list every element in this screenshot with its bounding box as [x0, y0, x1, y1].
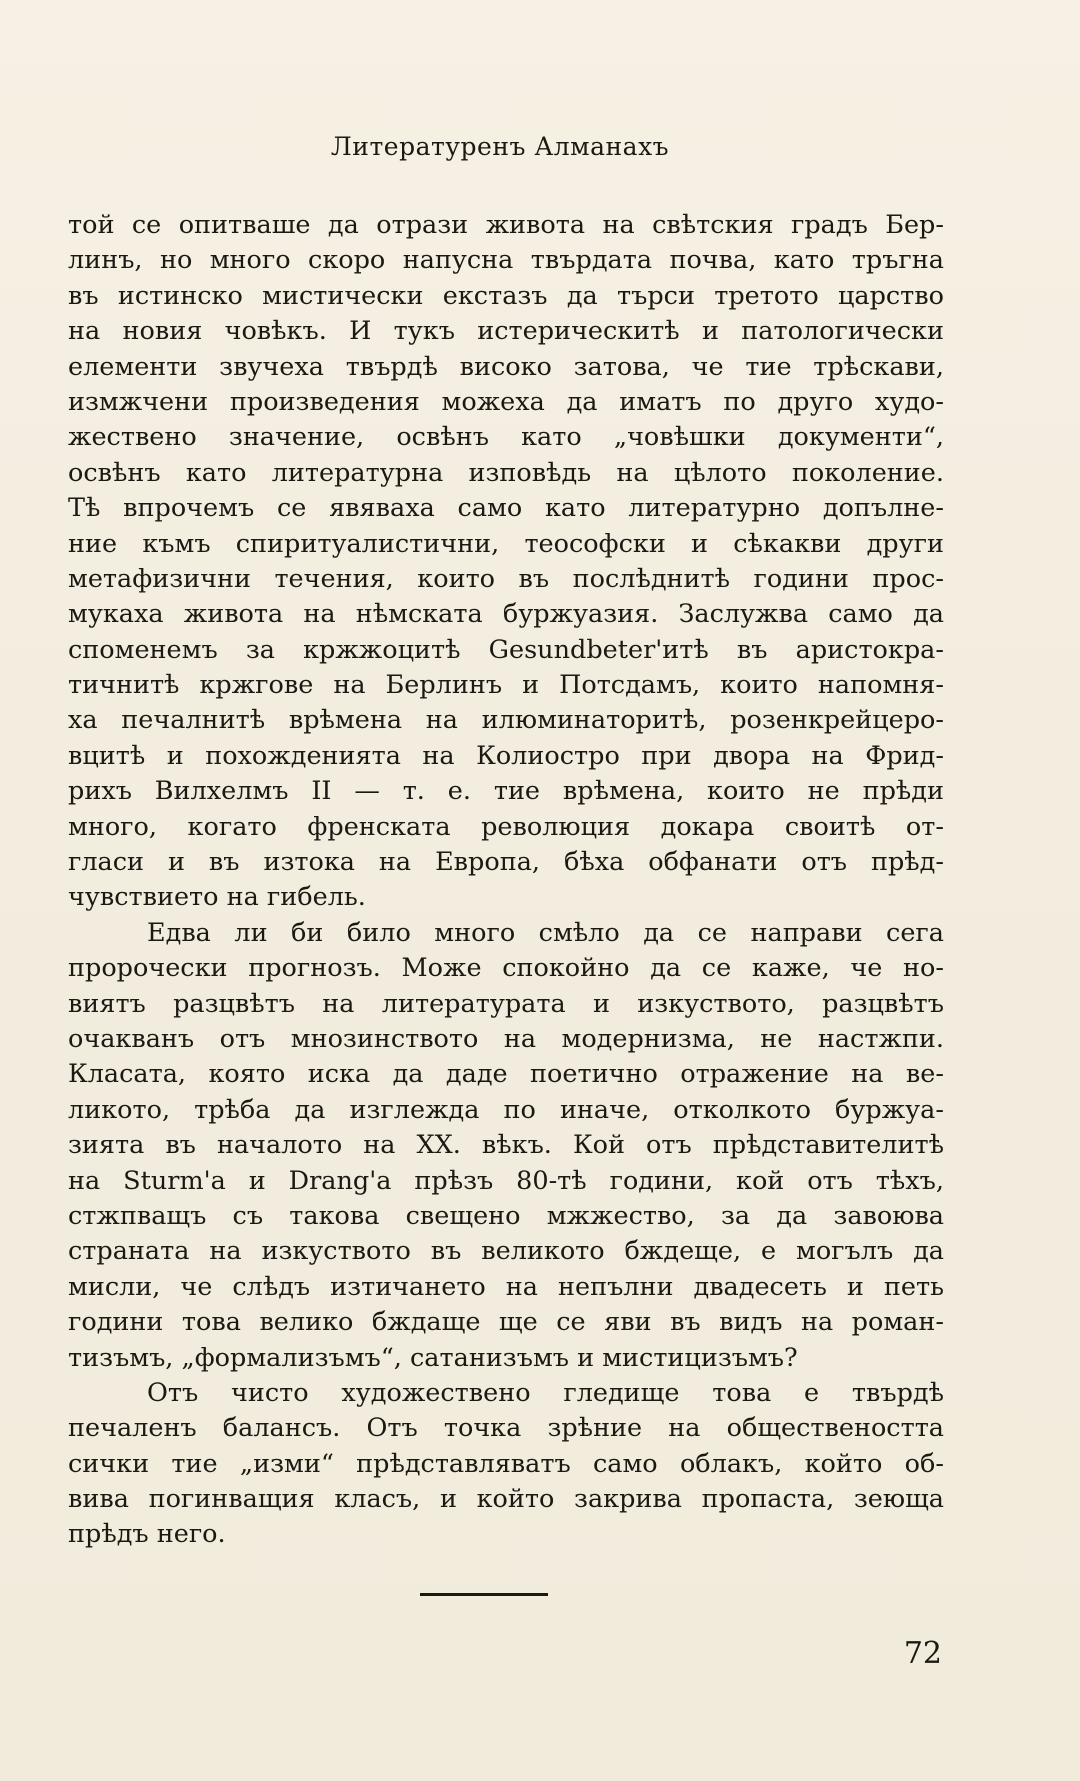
text-line: вива погинващия класъ, и който закрива пропаста, зеюща — [68, 1484, 944, 1515]
text-line: освѣнъ като литературна изповѣдь на цѣлото поколение. — [68, 457, 944, 488]
text-line: много, когато френската революция докара своитѣ от- — [68, 811, 944, 842]
text-line: очакванъ отъ мнозинството на модернизма, не настжпи. — [68, 1023, 944, 1054]
text-line: рихъ Вилхелмъ II — т. е. тие врѣмена, които не прѣди — [68, 776, 944, 807]
text-line: сички тие „изми“ прѣдставляватъ само облакъ, който об- — [68, 1448, 944, 1479]
text-line: Едва ли би било много смѣло да се направи сега — [147, 917, 944, 948]
text-line: на Sturm'а и Drang'а прѣзъ 80-тѣ години, кой отъ тѣхъ, — [68, 1165, 944, 1196]
section-end-rule — [420, 1593, 548, 1596]
paragraph-3 — [68, 1376, 944, 1553]
text-line: прѣдъ него. — [68, 1519, 226, 1550]
text-line: Класата, която иска да даде поетично отражение на ве- — [68, 1059, 944, 1090]
text-line: виятъ разцвѣтъ на литературата и изкуството, разцвѣтъ — [68, 988, 944, 1019]
text-line: чувствието на гибель. — [68, 882, 366, 913]
text-line: стжпващъ съ такова свещено мжжество, за да завоюва — [68, 1200, 944, 1231]
text-line: метафизични течения, които въ послѣднитѣ години прос- — [68, 563, 944, 594]
text-line: тизъмъ, „формализъмъ“, сатанизъмъ и мистицизъмъ? — [68, 1342, 798, 1373]
text-line: ха печалнитѣ врѣмена на илюминаторитѣ, розенкрейцеро- — [68, 705, 944, 736]
body-text — [68, 208, 944, 1553]
running-head: Литературенъ Алманахъ — [330, 132, 670, 161]
text-line: жествено значение, освѣнъ като „човѣшки документи“, — [68, 422, 944, 453]
text-line: зията въ началото на XX. вѣкъ. Кой отъ прѣдставителитѣ — [68, 1130, 944, 1161]
text-line: печаленъ балансъ. Отъ точка зрѣние на обществеността — [68, 1413, 944, 1444]
text-line: години това велико бждаще ще се яви въ видъ на роман- — [68, 1307, 944, 1338]
text-line: страната на изкуството въ великото бждеще, е могълъ да — [68, 1236, 944, 1267]
paragraph-1 — [68, 208, 944, 916]
text-line: ликото, трѣба да изглежда по иначе, отколкото буржуа- — [68, 1094, 944, 1125]
text-line: споменемъ за кржжоцитѣ Gesundbeter'итѣ въ аристокра- — [68, 634, 944, 665]
text-line: мисли, че слѣдъ изтичането на непълни двадесеть и петь — [68, 1271, 944, 1302]
text-line: на новия човѣкъ. И тукъ истерическитѣ и патологически — [68, 316, 944, 347]
text-line: той се опитваше да отрази живота на свѣтския градъ Бер- — [68, 210, 944, 240]
text-line: мукаха живота на нѣмската буржуазия. Заслужва само да — [68, 599, 944, 630]
text-line: вцитѣ и похожденията на Колиостро при двора на Фрид- — [68, 740, 944, 771]
text-line: Тѣ впрочемъ се явяваха само като литературно допълне- — [68, 493, 944, 524]
text-line: гласи и въ изтока на Европа, бѣха обфанати отъ прѣд- — [68, 847, 944, 878]
text-line: Отъ чисто художествено гледище това е твърдѣ — [147, 1377, 944, 1408]
paragraph-2 — [68, 916, 944, 1376]
text-line: елементи звучеха твърдѣ високо затова, че тие трѣскави, — [68, 351, 944, 382]
text-line: ние къмъ спиритуалистични, теософски и сѣкакви други — [68, 528, 944, 559]
text-line: пророчески прогнозъ. Може спокойно да се каже, че но- — [68, 953, 944, 984]
text-line: измжчени произведения можеха да иматъ по друго худо- — [68, 386, 944, 417]
page-number: 72 — [903, 1636, 942, 1671]
text-line: въ истинско мистически екстазъ да търси третото царство — [68, 280, 944, 311]
text-line: линъ, но много скоро напусна твърдата почва, като тръгна — [68, 245, 944, 276]
text-line: тичнитѣ кржгове на Берлинъ и Потсдамъ, които напомня- — [68, 670, 944, 701]
